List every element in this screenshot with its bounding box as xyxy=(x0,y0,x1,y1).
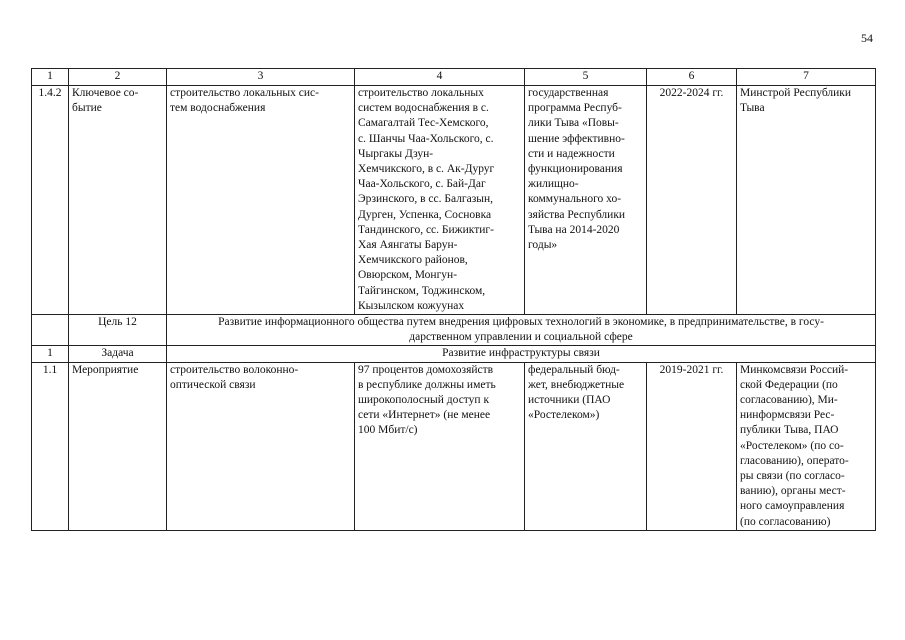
column-number: 3 xyxy=(167,69,355,86)
row-source: федеральный бюд- жет, внебюджетные источники (ПАО «Ростелеком») xyxy=(525,362,647,530)
goal-text: Развитие информационного общества путем внедрения цифровых технологий в экономике, в предпринимательстве, в госу- дарственном управлении и социальной сфере xyxy=(167,315,876,346)
row-responsible: Минстрой Республики Тыва xyxy=(737,86,876,315)
column-number: 1 xyxy=(32,69,69,86)
column-number-row xyxy=(32,69,876,86)
row-name: строительство волоконно- оптической связи xyxy=(167,362,355,530)
column-number: 4 xyxy=(355,69,525,86)
row-period: 2022-2024 гг. xyxy=(647,86,737,315)
row-period: 2019-2021 гг. xyxy=(647,362,737,530)
goal-row xyxy=(32,315,876,346)
row-type: Ключевое со- бытие xyxy=(69,86,167,315)
task-row xyxy=(32,346,876,362)
row-result: 97 процентов домохозяйств в республике должны иметь широкополосный доступ к сети «Интернет» (не менее 100 Мбит/с) xyxy=(355,362,525,530)
document-table xyxy=(31,68,876,531)
goal-empty-cell xyxy=(32,315,69,346)
row-name: строительство локальных сис- тем водоснабжения xyxy=(167,86,355,315)
page-number: 54 xyxy=(861,31,873,45)
row-number: 1.1 xyxy=(32,362,69,530)
task-label: Задача xyxy=(69,346,167,362)
column-number: 2 xyxy=(69,69,167,86)
row-source: государственная программа Респуб- лики Тыва «Повы- шение эффективно- сти и надежности функционирования жилищно- коммунального хо- зяйства Республики Тыва на 2014-2020 годы» xyxy=(525,86,647,315)
goal-label: Цель 12 xyxy=(69,315,167,346)
task-text: Развитие инфраструктуры связи xyxy=(167,346,876,362)
row-result: строительство локальных систем водоснабжения в с. Самагалтай Тес-Хемского, с. Шанчы Чаа-Хольского, с. Чыргакы Дзун- Хемчикского, в с. Ак-Дуруг Чаа-Хольского, с. Бай-Даг Эрзинского, в сс. Балгазын, Дурген, Успенка, Сосновка Тандинского, сс. Бижиктиг- Хая Аянгаты Барун- Хемчикского районов, Овюрском, Монгун- Тайгинском, Тоджинском, Кызылском кожуунах xyxy=(355,86,525,315)
row-number: 1.4.2 xyxy=(32,86,69,315)
table-row xyxy=(32,86,876,315)
column-number: 6 xyxy=(647,69,737,86)
column-number: 7 xyxy=(737,69,876,86)
column-number: 5 xyxy=(525,69,647,86)
row-type: Мероприятие xyxy=(69,362,167,530)
task-number: 1 xyxy=(32,346,69,362)
row-responsible: Минкомсвязи Россий- ской Федерации (по согласованию), Ми- нинформсвязи Рес- публики Тыва, ПАО «Ростелеком» (по со- гласованию), операто- ры связи (по согласо- ванию), органы мест- ного самоуправления (по согласованию) xyxy=(737,362,876,530)
table-row xyxy=(32,362,876,530)
